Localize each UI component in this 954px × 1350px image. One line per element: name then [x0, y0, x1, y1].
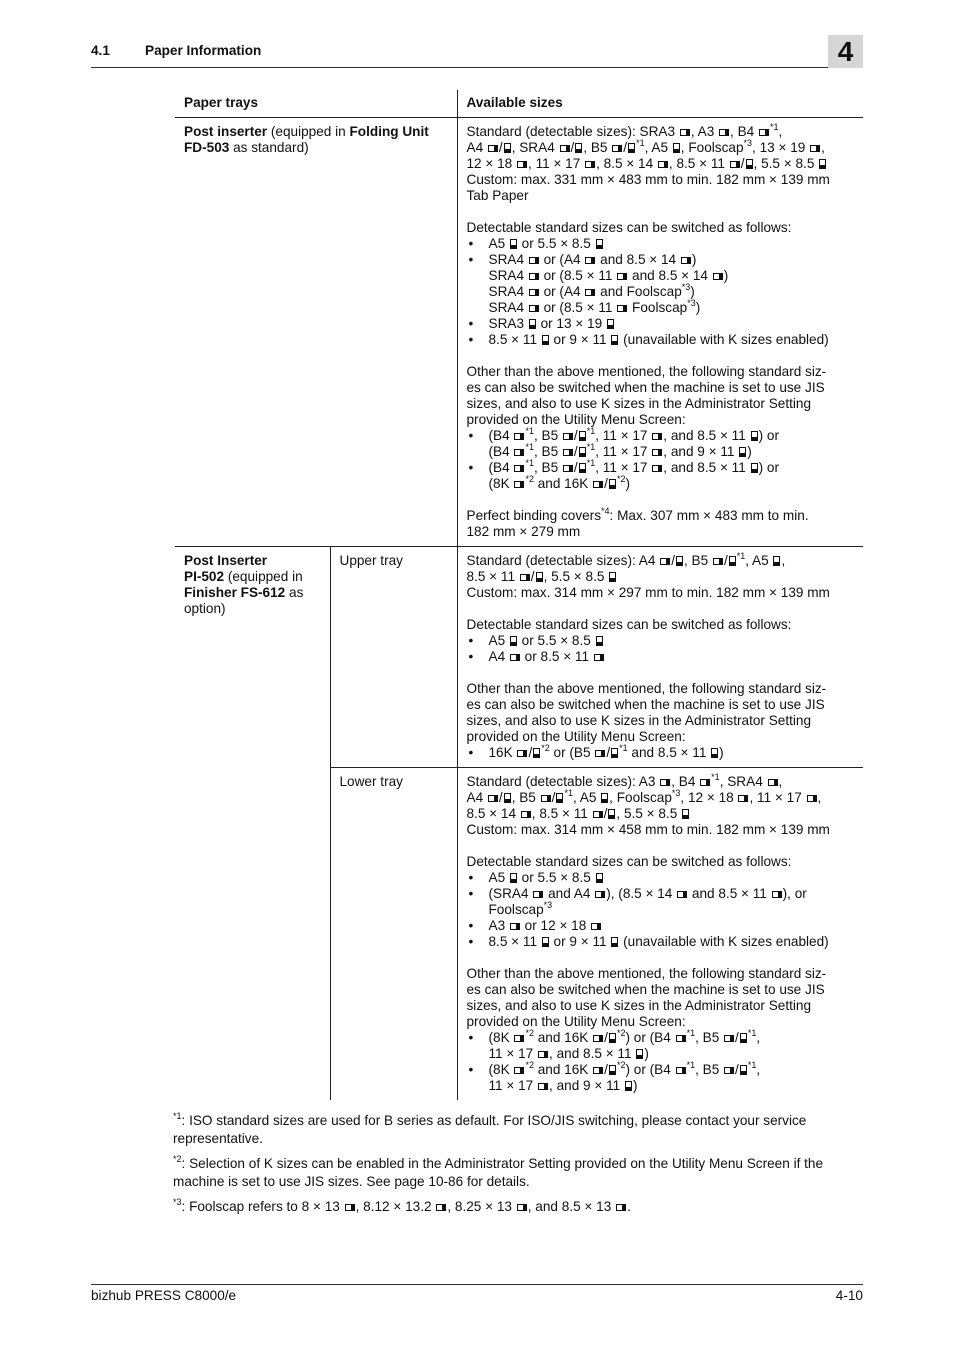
portrait-icon — [676, 556, 683, 566]
list-item: • SRA4 or (A4 and 8.5 × 14 ) — [468, 252, 697, 267]
landscape-icon — [517, 161, 527, 168]
portrait-icon — [596, 873, 603, 883]
list-item: • A5 or 5.5 × 8.5 — [467, 236, 855, 252]
landscape-icon — [680, 129, 690, 136]
list-item: • 8.5 × 11 or 9 × 11 (unavailable with K sizes enabled) — [468, 332, 829, 347]
landscape-icon — [585, 161, 595, 168]
landscape-icon — [719, 129, 729, 136]
list-item: • 16K / $^{*2}$ or (B5 / $^{*1}$ and 8.5 × 11 ) — [468, 743, 724, 760]
list-item: • (B4 $^{*1}$, B5 / $^{*1}$, 11 × 17 , and 8.5 × 11 ) or — [468, 426, 779, 443]
portrait-icon — [596, 636, 603, 646]
portrait-icon — [636, 1049, 643, 1059]
sub-tray-upper: Upper tray — [330, 547, 457, 768]
landscape-icon — [591, 923, 601, 930]
list-item: • A5 or 5.5 × 8.5 — [467, 633, 855, 649]
portrait-icon — [510, 636, 517, 646]
portrait-icon — [596, 239, 603, 249]
landscape-icon — [713, 558, 723, 565]
landscape-icon — [563, 465, 573, 472]
portrait-icon — [609, 479, 616, 489]
table-header-row — [175, 90, 863, 118]
portrait-icon — [740, 1033, 747, 1043]
landscape-icon — [652, 433, 662, 440]
portrait-icon — [711, 748, 718, 758]
landscape-icon — [652, 449, 662, 456]
portrait-icon — [628, 143, 635, 153]
landscape-icon — [510, 923, 520, 930]
landscape-icon — [617, 305, 627, 312]
portrait-icon — [601, 793, 608, 803]
landscape-icon — [772, 891, 782, 898]
landscape-icon — [617, 273, 627, 280]
landscape-icon — [676, 1067, 686, 1074]
landscape-icon — [529, 273, 539, 280]
landscape-icon — [514, 481, 524, 488]
portrait-icon — [608, 809, 615, 819]
footnote-1: $^{*1}$: ISO standard sizes are used for B series as default. For ISO/JIS switching, please contact your service representative. — [173, 1111, 807, 1146]
portrait-icon — [609, 1065, 616, 1075]
page-footer — [91, 1284, 863, 1303]
landscape-icon — [676, 1035, 686, 1042]
landscape-icon — [593, 1067, 603, 1074]
landscape-icon — [529, 305, 539, 312]
portrait-icon — [673, 143, 680, 153]
tray-cell-post-inserter: Post inserter (equipped in Folding Unit FD-503 as standard) — [184, 124, 429, 155]
landscape-icon — [521, 811, 531, 818]
landscape-icon — [563, 449, 573, 456]
sizes-cell-lower-tray: Standard (detectable sizes): A3 , B4 $^{*1}$, SRA4 , A4 / , B5 / $^{*1}$, A5 , Foolscap$^{*3}$, 12 × 18 , 11 × 17 , 8.5 × 14 , 8.5 × 11 / , 5.5 × 8.5 Custom: max. 314 mm × 458 mm to min. 182 mm × 139 mm Detectable standard sizes can be switched as follows: • A5 or 5.5 × 8.5 • (SRA4 and A4 ), (8.5 × 14 and 8.5 × 11 ), or Foolscap$^{*3}$ • A3 or 12 × 18 • 8.5 × 11 or 9 × 11 (unavailable with K sizes enabled) Other than the above mentioned, the following standard siz- es can also be switched when the machine is set to use JIS sizes, and also to use K sizes in the Administrator Setting provided on the Utility Menu Screen: • (8K $^{*2}$ and 16K / $^{*2}$) or (B4 $^{*1}$, B5 / $^{*1}$, 11 × 17 , and 8.5 × 11 ) • (8K $^{*2}$ and 16K / $^{*2}$) or (B4 $^{*1}$, B5 / $^{*1}$, 11 × 17 , and 9 × 11 ) — [457, 768, 863, 1101]
landscape-icon — [594, 654, 604, 661]
portrait-icon — [579, 447, 586, 457]
landscape-icon — [730, 161, 740, 168]
list-item: • (8K $^{*2}$ and 16K / $^{*2}$) or (B4 $^{*1}$, B5 / $^{*1}$, — [468, 1028, 761, 1045]
landscape-icon — [593, 811, 603, 818]
portrait-icon — [575, 143, 582, 153]
list-item: • SRA3 or 13 × 19 — [467, 316, 855, 332]
page-header — [91, 38, 863, 68]
portrait-icon — [607, 319, 614, 329]
portrait-icon — [729, 556, 736, 566]
landscape-icon — [488, 145, 498, 152]
landscape-icon — [538, 1051, 548, 1058]
landscape-icon — [616, 1204, 626, 1211]
portrait-icon — [529, 319, 536, 329]
landscape-icon — [520, 574, 530, 581]
landscape-icon — [345, 1204, 355, 1211]
list-item: • (B4 $^{*1}$, B5 / $^{*1}$, 11 × 17 , and 8.5 × 11 ) or — [468, 458, 779, 475]
landscape-icon — [759, 129, 769, 136]
portrait-icon — [751, 463, 758, 473]
portrait-icon — [611, 335, 618, 345]
portrait-icon — [542, 335, 549, 345]
landscape-icon — [514, 433, 524, 440]
sizes-cell-upper-tray: Standard (detectable sizes): A4 / , B5 / $^{*1}$, A5 , 8.5 × 11 / , 5.5 × 8.5 Custom: max. 314 mm × 297 mm to min. 182 mm × 139 mm Detectable standard sizes can be switched as follows: • A5 or 5.5 × 8.5 • A4 or 8.5 × 11 Other than the above mentioned, the following standard siz- es can also be switched when the machine is set to use JIS sizes, and also to use K sizes in the Administrator Setting provided on the Utility Menu Screen: • 16K / $^{*2}$ or (B5 / $^{*1}$ and 8.5 × 11 ) — [457, 547, 863, 768]
landscape-icon — [677, 891, 687, 898]
footnotes — [173, 1112, 865, 1223]
landscape-icon — [700, 779, 710, 786]
landscape-icon — [593, 481, 603, 488]
landscape-icon — [529, 257, 539, 264]
landscape-icon — [724, 1067, 734, 1074]
portrait-icon — [579, 463, 586, 473]
landscape-icon — [488, 795, 498, 802]
portrait-icon — [740, 1065, 747, 1075]
portrait-icon — [746, 159, 753, 169]
portrait-icon — [533, 748, 540, 758]
landscape-icon — [593, 1035, 603, 1042]
landscape-icon — [652, 465, 662, 472]
portrait-icon — [510, 239, 517, 249]
landscape-icon — [436, 1204, 446, 1211]
table-row — [175, 118, 863, 547]
list-item: • A5 or 5.5 × 8.5 — [467, 870, 855, 886]
portrait-icon — [504, 143, 511, 153]
portrait-icon — [611, 937, 618, 947]
landscape-icon — [660, 779, 670, 786]
landscape-icon — [514, 1035, 524, 1042]
chapter-tab — [828, 35, 863, 68]
landscape-icon — [514, 1067, 524, 1074]
col-header-paper-trays: Paper trays — [175, 90, 457, 118]
landscape-icon — [560, 145, 570, 152]
landscape-icon — [517, 750, 527, 757]
landscape-icon — [810, 145, 820, 152]
landscape-icon — [533, 891, 543, 898]
portrait-icon — [504, 793, 511, 803]
list-item: • (8K $^{*2}$ and 16K / $^{*2}$) or (B4 $^{*1}$, B5 / $^{*1}$, — [468, 1060, 761, 1077]
landscape-icon — [514, 465, 524, 472]
portrait-icon — [751, 431, 758, 441]
portrait-icon — [556, 793, 563, 803]
page-number: 4-10 — [835, 1288, 863, 1303]
list-item: • A3 or 12 × 18 — [467, 918, 855, 934]
landscape-icon — [660, 558, 670, 565]
landscape-icon — [681, 257, 691, 264]
portrait-icon — [611, 748, 618, 758]
landscape-icon — [563, 433, 573, 440]
landscape-icon — [541, 795, 551, 802]
product-name: bizhub PRESS C8000/e — [91, 1288, 237, 1303]
list-item: • (SRA4 and A4 ), (8.5 × 14 and 8.5 × 11 ), or — [468, 886, 807, 901]
landscape-icon — [585, 257, 595, 264]
landscape-icon — [807, 795, 817, 802]
tray-cell-post-inserter-pi502: Post Inserter PI-502 (equipped in Finisher FS-612 as option) — [175, 547, 330, 1101]
sizes-cell-post-inserter: Standard (detectable sizes): SRA3 , A3 , B4 $^{*1}$, A4 / , SRA4 / , B5 / $^{*1}$, A5 , Foolscap$^{*3}$, 13 × 19 , 12 × 18 , 11 × 17 , 8.5 × 14 , 8.5 × 11 / , 5.5 × 8.5 Custom: max. 331 mm × 483 mm to min. 182 mm × 139 mm Tab Paper Detectable standard sizes can be switched as follows: • A5 or 5.5 × 8.5 • SRA4 or (A4 and 8.5 × 14 ) SRA4 or (8.5 × 11 and 8.5 × 14 ) SRA4 or (A4 and Foolscap$^{*3}$) SRA4 or (8.5 × 11 Foolscap$^{*3}$) • SRA3 or 13 × 19 • 8.5 × 11 or 9 × 11 (unavailable with K sizes enabled) Other than the above mentioned, the following standard siz- es can also be switched when the machine is set to use JIS sizes, and also to use K sizes in the Administrator Setting provided on the Utility Menu Screen: • (B4 $^{*1}$, B5 / $^{*1}$, 11 × 17 , and 8.5 × 11 ) or (B4 $^{*1}$, B5 / $^{*1}$, 11 × 17 , and 9 × 11 ) • (B4 $^{*1}$, B5 / $^{*1}$, 11 × 17 , and 8.5 × 11 ) or (8K $^{*2}$ and 16K / $^{*2}$) Perfect binding covers$^{*4}$: Max. 307 mm × 483 mm to min. 182 mm × 279 mm — [457, 118, 863, 547]
portrait-icon — [682, 809, 689, 819]
portrait-icon — [819, 159, 826, 169]
landscape-icon — [585, 289, 595, 296]
landscape-icon — [595, 891, 605, 898]
landscape-icon — [724, 1035, 734, 1042]
chapter-number: 4 — [837, 36, 854, 67]
portrait-icon — [510, 873, 517, 883]
col-header-available-sizes: Available sizes — [457, 90, 863, 118]
landscape-icon — [538, 1083, 548, 1090]
portrait-icon — [536, 572, 543, 582]
portrait-icon — [609, 572, 616, 582]
section-number: 4.1 — [91, 43, 110, 58]
portrait-icon — [542, 937, 549, 947]
landscape-icon — [612, 145, 622, 152]
sub-tray-lower: Lower tray — [330, 768, 457, 1101]
landscape-icon — [738, 795, 748, 802]
portrait-icon — [773, 556, 780, 566]
portrait-icon — [609, 1033, 616, 1043]
footnote-3: $^{*3}$: Foolscap refers to 8 × 13 , 8.12 × 13.2 , 8.25 × 13 , and 8.5 × 13 . — [173, 1197, 631, 1214]
footnote-2: $^{*2}$: Selection of K sizes can be enabled in the Administrator Setting provided on the Utility Menu Screen if the machine is set to use JIS sizes. See page 10-86 for details. — [173, 1154, 824, 1189]
list-item: • A4 or 8.5 × 11 — [467, 649, 855, 665]
landscape-icon — [713, 273, 723, 280]
portrait-icon — [739, 447, 746, 457]
landscape-icon — [529, 289, 539, 296]
portrait-icon — [625, 1081, 632, 1091]
landscape-icon — [510, 654, 520, 661]
landscape-icon — [517, 1204, 527, 1211]
landscape-icon — [514, 449, 524, 456]
paper-trays-table — [175, 90, 863, 1100]
landscape-icon — [658, 161, 668, 168]
table-row — [175, 547, 863, 768]
landscape-icon — [768, 779, 778, 786]
portrait-icon — [579, 431, 586, 441]
section-title: Paper Information — [145, 43, 262, 58]
landscape-icon — [595, 750, 605, 757]
list-item: • 8.5 × 11 or 9 × 11 (unavailable with K sizes enabled) — [468, 934, 829, 949]
